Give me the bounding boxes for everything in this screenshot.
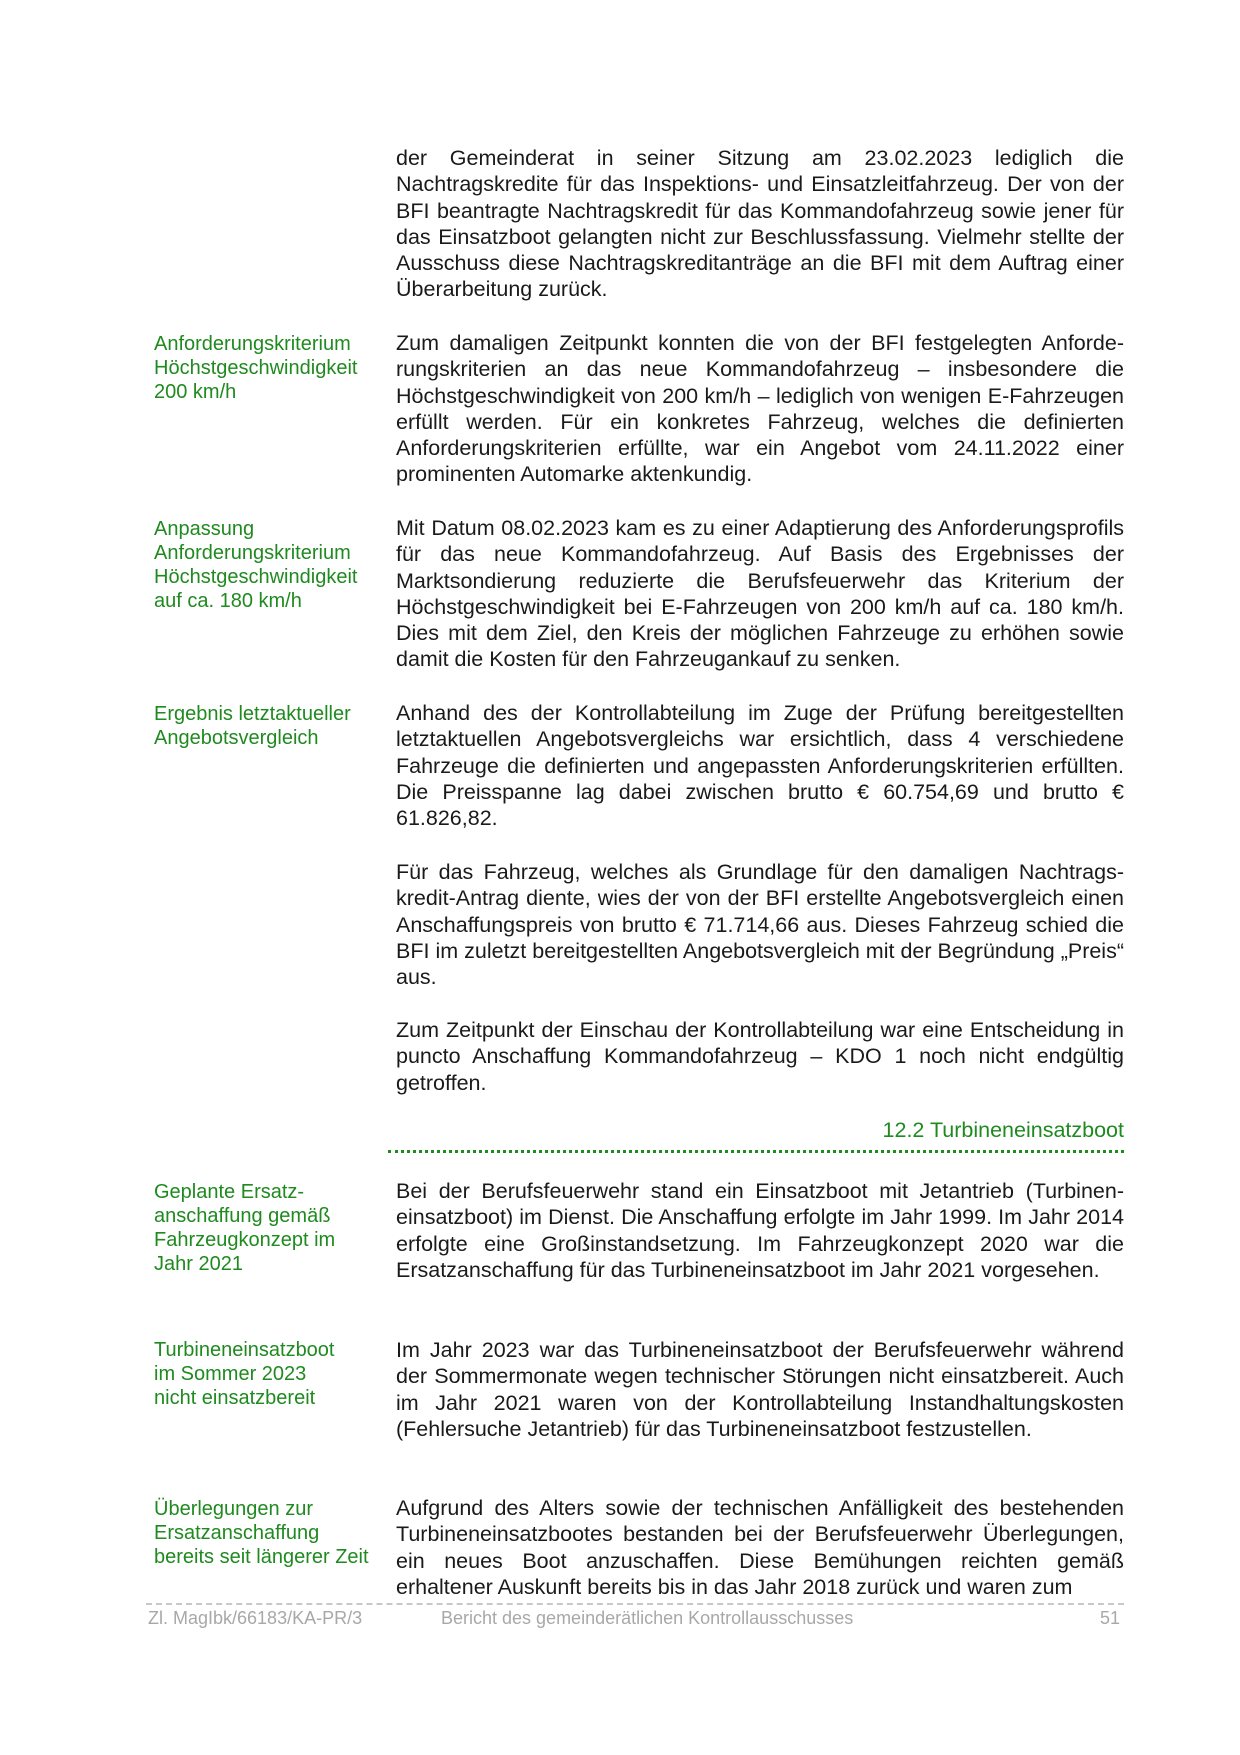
footer-reference: Zl. MagIbk/66183/KA-PR/3 bbox=[148, 1608, 363, 1628]
margin-note-geplante-ersatzanschaffung: Geplante Ersatz- anschaffung gemäß Fahrzeugkonzept im Jahr 2021 bbox=[154, 1181, 336, 1275]
margin-note-ueberlegungen: Überlegungen zur Ersatzanschaffung bereits seit längerer Zeit bbox=[154, 1498, 369, 1568]
margin-note-nicht-einsatzbereit: Turbineneinsatzboot im Sommer 2023 nicht einsatzbereit bbox=[154, 1339, 335, 1409]
margin-note-anforderungskriterium: Anforderungskriterium Höchstgeschwindigkeit 200 km/h bbox=[154, 333, 358, 403]
section-heading-divider bbox=[388, 1150, 1124, 1153]
paragraph-nicht-einsatzbereit: Im Jahr 2023 war das Turbineneinsatzboot der Berufsfeuerwehr während der Sommermonate wegen technischer Störungen nicht einsatzbereit. Auch im Jahr 2021 waren von der Kontrollabteilung Instandhaltungskosten (Fehlersuche Jetantrieb) für das Turbineneinsatzboot festzustellen. bbox=[396, 1338, 1124, 1441]
footer-page-number: 51 bbox=[1099, 1608, 1120, 1628]
footer-title: Bericht des gemeinderätlichen Kontrollausschusses bbox=[441, 1608, 854, 1628]
paragraph-entscheidung: Zum Zeitpunkt der Einschau der Kontrollabteilung war eine Entscheidung in puncto Anschaffung Kommandofahrzeug – KDO 1 noch nicht endgültig getroffen. bbox=[396, 1018, 1124, 1095]
paragraph-ergebnis: Anhand des der Kontrollabteilung im Zuge der Prüfung bereitgestellten letztaktuellen Angebotsvergleichs war ersichtlich, dass 4 verschiedene Fahrzeuge die definierten und angepassten Anforderungskriterien erfüllten. Die Preisspanne lag dabei zwischen brutto € 60.754,69 und brutto € 61.826,82. bbox=[396, 701, 1124, 831]
footer-divider bbox=[146, 1603, 1124, 1605]
paragraph-anpassung: Mit Datum 08.02.2023 kam es zu einer Adaptierung des Anforderungsprofils für das neue Kommandofahrzeug. Auf Basis des Ergebnisses der Marktsondierung reduzierte die Berufsfeuerwehr das Kriterium der Höchstgeschwindigkeit bei E-Fahrzeugen von 200 km/h auf ca. 180 km/h. Dies mit dem Ziel, den Kreis der möglichen Fahrzeuge zu erhöhen sowie damit die Kosten für den Fahrzeugankauf zu senken. bbox=[396, 516, 1124, 672]
paragraph-continuation: der Gemeinderat in seiner Sitzung am 23.02.2023 lediglich die Nachtragskredite für das Inspektions- und Einsatzleitfahrzeug. Der von der BFI beantragte Nachtragskredit für das Kommandofahrzeug sowie jener für das Einsatzboot gelangten nicht zur Beschlussfassung. Vielmehr stellte der Ausschuss diese Nachtragskreditanträge an die BFI mit dem Auftrag einer Überarbeitung zurück. bbox=[396, 146, 1124, 302]
margin-note-ergebnis: Ergebnis letztaktueller Angebotsvergleich bbox=[154, 703, 351, 749]
paragraph-einsatzboot: Bei der Berufsfeuerwehr stand ein Einsatzboot mit Jetantrieb (Turbineneinsatzboot) im Dienst. Die Anschaffung erfolgte im Jahr 1999. Im Jahr 2014 erfolgte eine Großinstandsetzung. Im Fahrzeugkonzept 2020 war die Ersatzanschaffung für das Turbineneinsatzboot im Jahr 2021 vorgesehen. bbox=[396, 1179, 1124, 1282]
margin-note-anpassung: Anpassung Anforderungskriterium Höchstgeschwindigkeit auf ca. 180 km/h bbox=[154, 518, 358, 612]
section-heading: 12.2 Turbineneinsatzboot bbox=[882, 1118, 1124, 1142]
paragraph-ueberlegungen: Aufgrund des Alters sowie der technischen Anfälligkeit des bestehenden Turbineneinsatzbootes bestanden bei der Berufsfeuerwehr Überlegungen, ein neues Boot anzuschaffen. Diese Bemühungen reichten gemäß erhaltener Auskunft bereits bis in das Jahr 2018 zurück und waren zum bbox=[396, 1496, 1124, 1599]
paragraph-anforderungskriterium: Zum damaligen Zeitpunkt konnten die von der BFI festgelegten Anforderungskriterien an das neue Kommandofahrzeug – insbesondere die Höchstgeschwindigkeit von 200 km/h – lediglich von wenigen E-Fahrzeugen erfüllt werden. Für ein konkretes Fahrzeug, welches die definierten Anforderungskriterien erfüllte, war ein Angebot vom 24.11.2022 einer prominenten Automarke aktenkundig. bbox=[396, 331, 1124, 487]
paragraph-nachtragskredit: Für das Fahrzeug, welches als Grundlage für den damaligen Nachtragskredit-Antrag diente, wies der von der BFI erstellte Angebotsvergleich einen Anschaffungspreis von brutto € 71.714,66 aus. Dieses Fahrzeug schied die BFI im zuletzt bereitgestellten Angebotsvergleich mit der Begründung „Preis“ aus. bbox=[396, 860, 1124, 990]
